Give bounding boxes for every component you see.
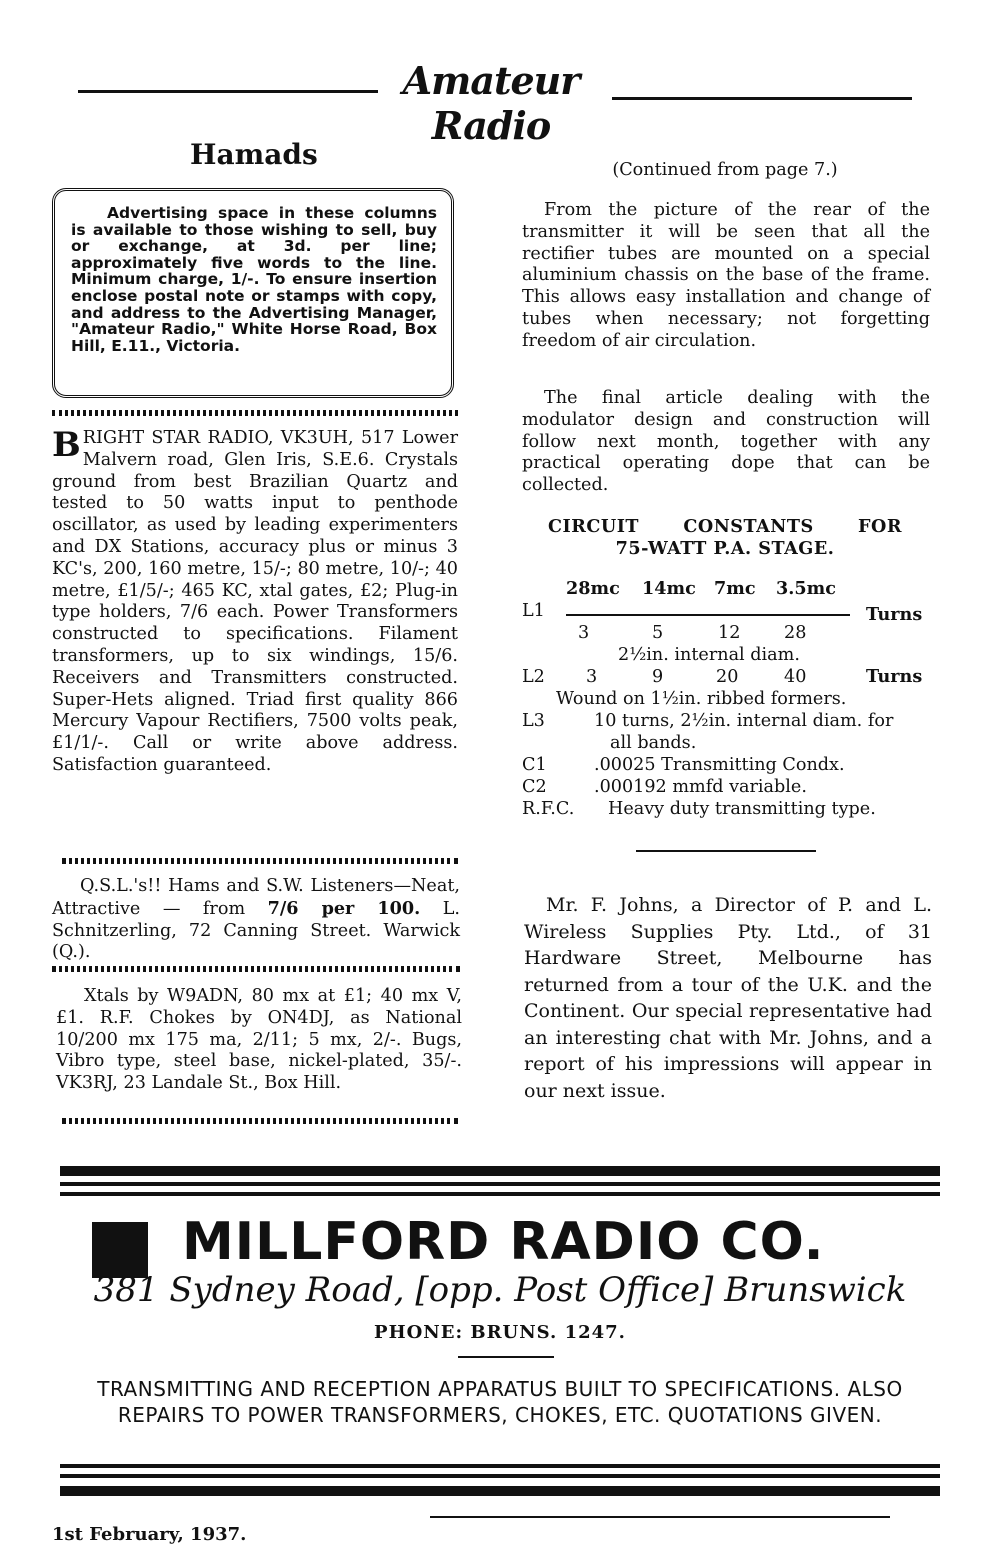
article-paragraph-2: The final article dealing with the modulator design and construction will follow next month, together with any practical operating dope that can be collected. <box>522 388 930 496</box>
masthead-rule-left <box>78 90 378 93</box>
c2-label: C2 <box>522 777 547 797</box>
l3-text: 10 turns, 2½in. internal diam. for <box>594 711 894 731</box>
advertiser-name: MILLFORD RADIO CO. <box>182 1212 825 1272</box>
l1-value-3-5mc: 28 <box>784 623 807 643</box>
l2-note: Wound on 1½in. ribbed formers. <box>556 689 847 709</box>
qsl-text: Q.S.L.'s!! Hams and S.W. Listeners—Neat, Attractive — from <box>52 876 460 919</box>
band-7mc: 7mc <box>714 578 756 599</box>
masthead-rule-right <box>612 97 912 100</box>
c2-row <box>522 776 932 798</box>
l2-note-row <box>522 688 932 710</box>
band-28mc: 28mc <box>566 578 620 599</box>
c1-row <box>522 754 932 776</box>
dotted-divider <box>52 410 458 416</box>
masthead-title: Amateur Radio <box>402 58 580 148</box>
l1-value-14mc: 5 <box>652 623 664 643</box>
article-paragraph-1: From the picture of the rear of the transmitter it will be seen that all the rectifier tubes are mounted on a special aluminium chassis on the base of the frame. This allows easy installation and change of tubes when necessary; not forgetting freedom of air circulation. <box>522 200 930 351</box>
advert-rule-top-2 <box>60 1182 940 1186</box>
l2-row <box>522 666 932 688</box>
phone-underline <box>458 1356 554 1358</box>
circuit-heading-line-1: CIRCUIT CONSTANTS FOR <box>548 516 902 537</box>
l1-note-row <box>522 644 932 666</box>
l2-label: L2 <box>522 667 545 687</box>
circuit-constants-table <box>522 578 932 828</box>
advert-rule-bottom-3 <box>60 1486 940 1496</box>
c1-text: .00025 Transmitting Condx. <box>594 755 845 775</box>
l1-value-7mc: 12 <box>718 623 741 643</box>
qsl-ad <box>52 876 460 964</box>
advertiser-services: TRANSMITTING AND RECEPTION APPARATUS BUILT TO SPECIFICATIONS. ALSO REPAIRS TO POWER TRANSFORMERS, CHOKES, ETC. QUOTATIONS GIVEN. <box>97 1377 903 1427</box>
dotted-divider <box>62 858 458 864</box>
l2-value-7mc: 20 <box>716 667 739 687</box>
drop-cap: B <box>52 425 81 465</box>
issue-date: 1st February, 1937. <box>52 1524 247 1545</box>
dotted-divider <box>52 966 460 972</box>
advertising-notice-text: Advertising space in these columns is available to those wishing to sell, buy or exchange, at 3d. per line; approximately five words to the line. Minimum charge, 1/-. To ensure insertion enclose postal note or stamps with copy, and address to the Advertising Manager, "Amateur Radio," White Horse Road, Box Hill, E.11., Victoria. <box>71 204 437 355</box>
advert-rule-bottom-1 <box>60 1464 940 1468</box>
c1-label: C1 <box>522 755 547 775</box>
advert-rule-top-3 <box>60 1192 940 1196</box>
l1-turns: Turns <box>866 604 923 625</box>
l3-cont-row <box>522 732 932 754</box>
continued-note: (Continued from page 7.) <box>612 160 838 180</box>
rfc-row <box>522 798 932 820</box>
l1-values-row <box>522 622 932 644</box>
xtals-ad: Xtals by W9ADN, 80 mx at £1; 40 mx V, £1. R.F. Chokes by ON4DJ, as National 10/200 mx 175 ma, 2/11; 5 mx, 2/-. Bugs, Vibro type, steel base, nickel-plated, 35/-. VK3RJ, 23 Landale St., Box Hill. <box>56 986 462 1094</box>
l2-value-14mc: 9 <box>652 667 664 687</box>
footer-rule <box>430 1516 890 1518</box>
band-14mc: 14mc <box>642 578 696 599</box>
l3-row <box>522 710 932 732</box>
l1-row <box>522 600 932 625</box>
band-header-row <box>522 578 932 600</box>
bright-star-text: RIGHT STAR RADIO, VK3UH, 517 Lower Malvern road, Glen Iris, S.E.6. Crystals ground from best Brazilian Quartz and tested to 50 watts input to penthode oscillator, as used by leading experimenters and DX Stations, accuracy plus or minus 3 KC's, 200, 160 metre, 15/-; 80 metre, 10/-; 40 metre, £1/5/-; 465 KC, xtal gates, £2; Plug-in type holders, 7/6 each. Power Transformers constructed to specifications. Filament transformers, up to six windings, 15/6. Receivers and Transmitters constructed. Super-Hets aligned. Triad first quality 866 Mercury Vapour Rectifiers, 7500 volts peak, £1/1/-. Call or write above address. Satisfaction guaranteed. <box>52 428 458 775</box>
advertising-notice-box <box>52 188 454 398</box>
l1-rule <box>566 614 850 616</box>
bright-star-ad <box>52 425 458 777</box>
dotted-divider <box>62 1118 458 1124</box>
l3-text-cont: all bands. <box>610 733 697 753</box>
qsl-price: 7/6 per 100. <box>267 897 421 919</box>
qsl-address: L. Schnitzerling, 72 Canning Street. Warwick (Q.). <box>52 898 460 963</box>
l1-note: 2½in. internal diam. <box>618 645 800 665</box>
l1-value-28mc: 3 <box>578 623 590 643</box>
circuit-heading-line-2: 75-WATT P.A. STAGE. <box>615 538 835 559</box>
l3-label: L3 <box>522 711 545 731</box>
advert-rule-bottom-2 <box>60 1474 940 1478</box>
rfc-text: Heavy duty transmitting type. <box>608 799 876 819</box>
l1-label: L1 <box>522 601 545 621</box>
band-3-5mc: 3.5mc <box>776 578 836 599</box>
hamads-heading: Hamads <box>190 138 318 171</box>
c2-text: .000192 mmfd variable. <box>594 777 807 797</box>
rfc-label: R.F.C. <box>522 799 575 819</box>
l2-value-3-5mc: 40 <box>784 667 807 687</box>
circuit-constants-heading <box>520 516 930 560</box>
l2-value-28mc: 3 <box>586 667 598 687</box>
advertiser-phone: PHONE: BRUNS. 1247. <box>374 1322 626 1343</box>
advert-rule-top-1 <box>60 1166 940 1176</box>
l2-turns: Turns <box>866 666 923 687</box>
advertiser-address: 381 Sydney Road, [opp. Post Office] Brunswick <box>93 1270 907 1310</box>
section-rule <box>636 850 816 852</box>
johns-paragraph: Mr. F. Johns, a Director of P. and L. Wireless Supplies Pty. Ltd., of 31 Hardware Street, Melbourne has returned from a tour of the U.K. and the Continent. Our special representative had an interesting chat with Mr. Johns, and a report of his impressions will appear in our next issue. <box>524 894 932 1102</box>
